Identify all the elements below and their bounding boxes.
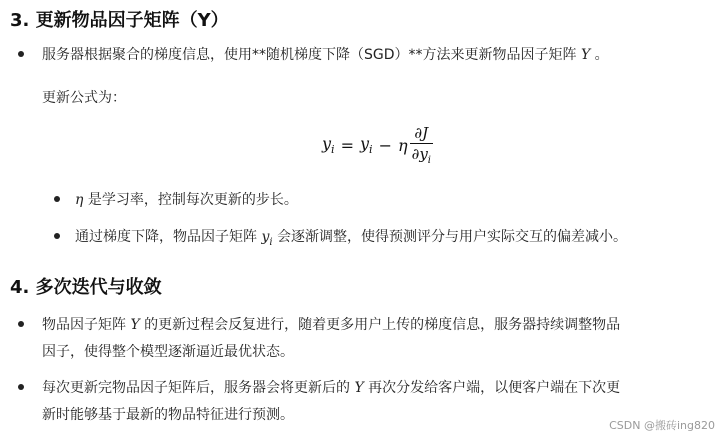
formula-rhs-var: $y_i$ xyxy=(359,133,373,157)
math-var: $y_i$ xyxy=(261,229,273,248)
formula-minus: − xyxy=(378,135,392,155)
formula-equals: = xyxy=(340,135,354,155)
formula-fraction xyxy=(410,124,433,166)
section-4-heading: 4. 多次迭代与收敛 xyxy=(10,277,162,298)
fraction-numerator: ∂J xyxy=(414,124,429,142)
section-4-bullet-2-line-2: 新时能够基于最新的物品特征进行预测。 xyxy=(42,407,294,423)
bullet-dot xyxy=(18,384,24,390)
sub-bullet-dot xyxy=(54,196,60,202)
bullet-text: 每次更新完物品因子矩阵后，服务器会将更新后的 xyxy=(42,380,350,396)
bullet-text-cont: 再次分发给客户端，以便客户端在下次更 xyxy=(368,380,621,396)
bullet-dot xyxy=(18,51,24,57)
math-var: Y xyxy=(580,47,591,63)
section-4-bullet-2-line-1 xyxy=(42,377,620,397)
watermark: CSDN @搬砖ing820 xyxy=(609,419,715,432)
bullet-text: 通过梯度下降，物品因子矩阵 xyxy=(75,229,257,245)
bullet-text-end: 。 xyxy=(594,47,609,63)
sub-bullet-dot xyxy=(54,233,60,239)
section-3-sub-bullet-1 xyxy=(75,189,298,209)
math-var: Y xyxy=(130,317,140,333)
section-3-bullet-1 xyxy=(42,44,609,64)
section-3-heading: 3. 更新物品因子矩阵（Y） xyxy=(10,10,229,31)
math-var: η xyxy=(75,192,84,208)
formula-eta: η xyxy=(397,135,408,155)
bullet-text-end: 会逐渐调整，使得预测评分与用户实际交互的偏差减小。 xyxy=(277,229,628,245)
fraction-denominator: $\partial y_i$ xyxy=(411,145,431,166)
section-4-bullet-1-line-2: 因子，使得整个模型逐渐逼近最优状态。 xyxy=(42,344,294,360)
formula-label: 更新公式为： xyxy=(42,90,126,106)
bullet-text-cont: 的更新过程会反复进行，随着更多用户上传的梯度信息，服务器持续调整物品 xyxy=(144,317,621,333)
bullet-text: 物品因子矩阵 xyxy=(42,317,126,333)
bullet-text: 服务器根据聚合的梯度信息，使用**随机梯度下降（SGD）**方法来更新物品因子矩阵 xyxy=(42,47,577,63)
update-formula xyxy=(322,123,433,167)
section-3-sub-bullet-2 xyxy=(75,226,627,248)
bullet-dot xyxy=(18,321,24,327)
formula-lhs: $y_i$ xyxy=(322,133,335,157)
math-var: Y xyxy=(354,380,364,396)
bullet-text: 是学习率，控制每次更新的步长。 xyxy=(87,192,298,208)
section-4-bullet-1-line-1 xyxy=(42,314,620,334)
